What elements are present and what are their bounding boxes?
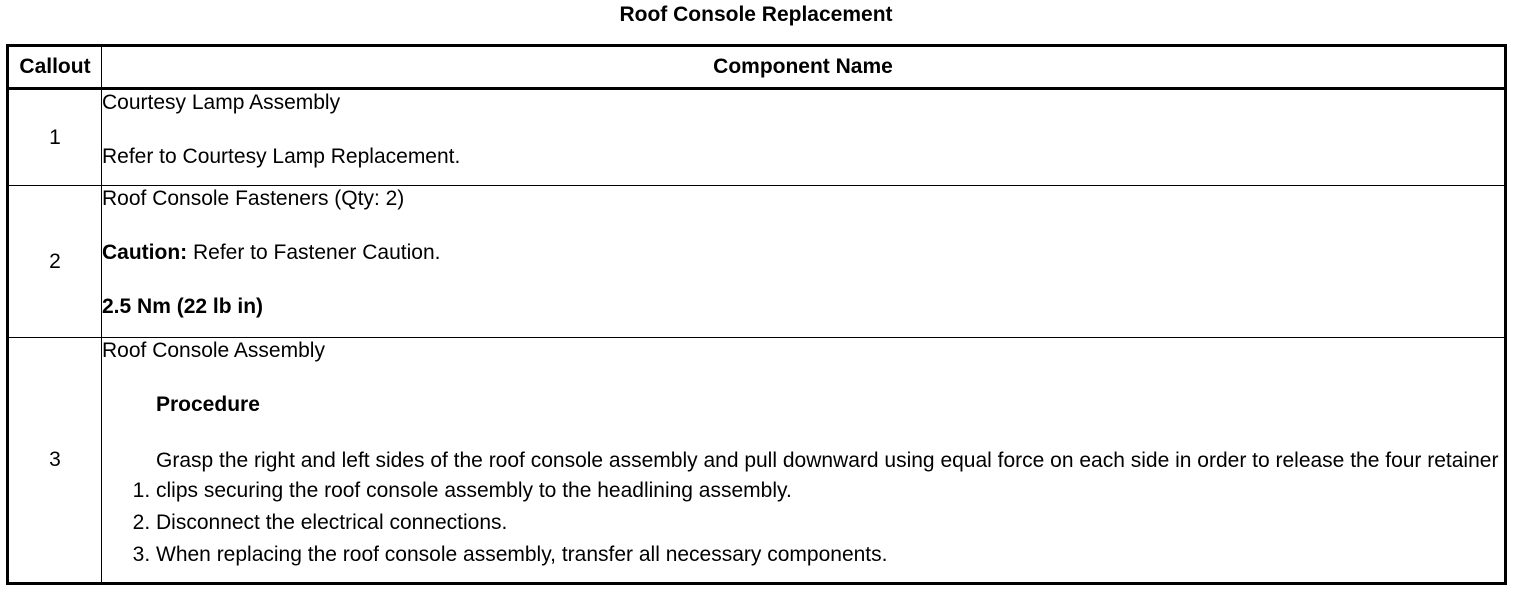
procedure-step (156, 539, 1504, 571)
table-row (8, 338, 1506, 584)
reference-note: Refer to Courtesy Lamp Replacement. (102, 145, 461, 168)
callout-number: 1 (8, 89, 102, 186)
caution-label: Caution: (102, 241, 188, 264)
step-text: Disconnect the electrical connections. (156, 511, 508, 534)
procedure-heading: Procedure (156, 393, 260, 416)
callout-number: 3 (8, 338, 102, 584)
step-text: Grasp the right and left sides of the roof console assembly and pull downward using equal force on each side in order to release the four retainer clips securing the roof console assembly to the headlining assembly. (156, 449, 1499, 502)
procedure-steps (102, 446, 1504, 571)
column-header-callout: Callout (8, 46, 102, 89)
column-header-component-name: Component Name (102, 46, 1506, 89)
procedure-step (156, 507, 1504, 539)
table-row (8, 186, 1506, 338)
callout-number: 2 (8, 186, 102, 338)
table-row (8, 89, 1506, 186)
component-cell (102, 338, 1506, 584)
procedure-step (156, 446, 1504, 507)
callout-table (6, 44, 1507, 585)
component-name: Courtesy Lamp Assembly (102, 91, 341, 114)
torque-spec: 2.5 Nm (22 lb in) (102, 295, 264, 318)
component-cell (102, 186, 1506, 338)
page-title: Roof Console Replacement (619, 3, 893, 26)
step-text: When replacing the roof console assembly, transfer all necessary components. (156, 543, 888, 566)
component-name: Roof Console Assembly (102, 339, 325, 362)
table-header-row (8, 46, 1506, 89)
caution-text: Refer to Fastener Caution. (193, 241, 441, 264)
component-cell (102, 89, 1506, 186)
caution-note (102, 240, 1504, 266)
component-name: Roof Console Fasteners (Qty: 2) (102, 187, 405, 210)
